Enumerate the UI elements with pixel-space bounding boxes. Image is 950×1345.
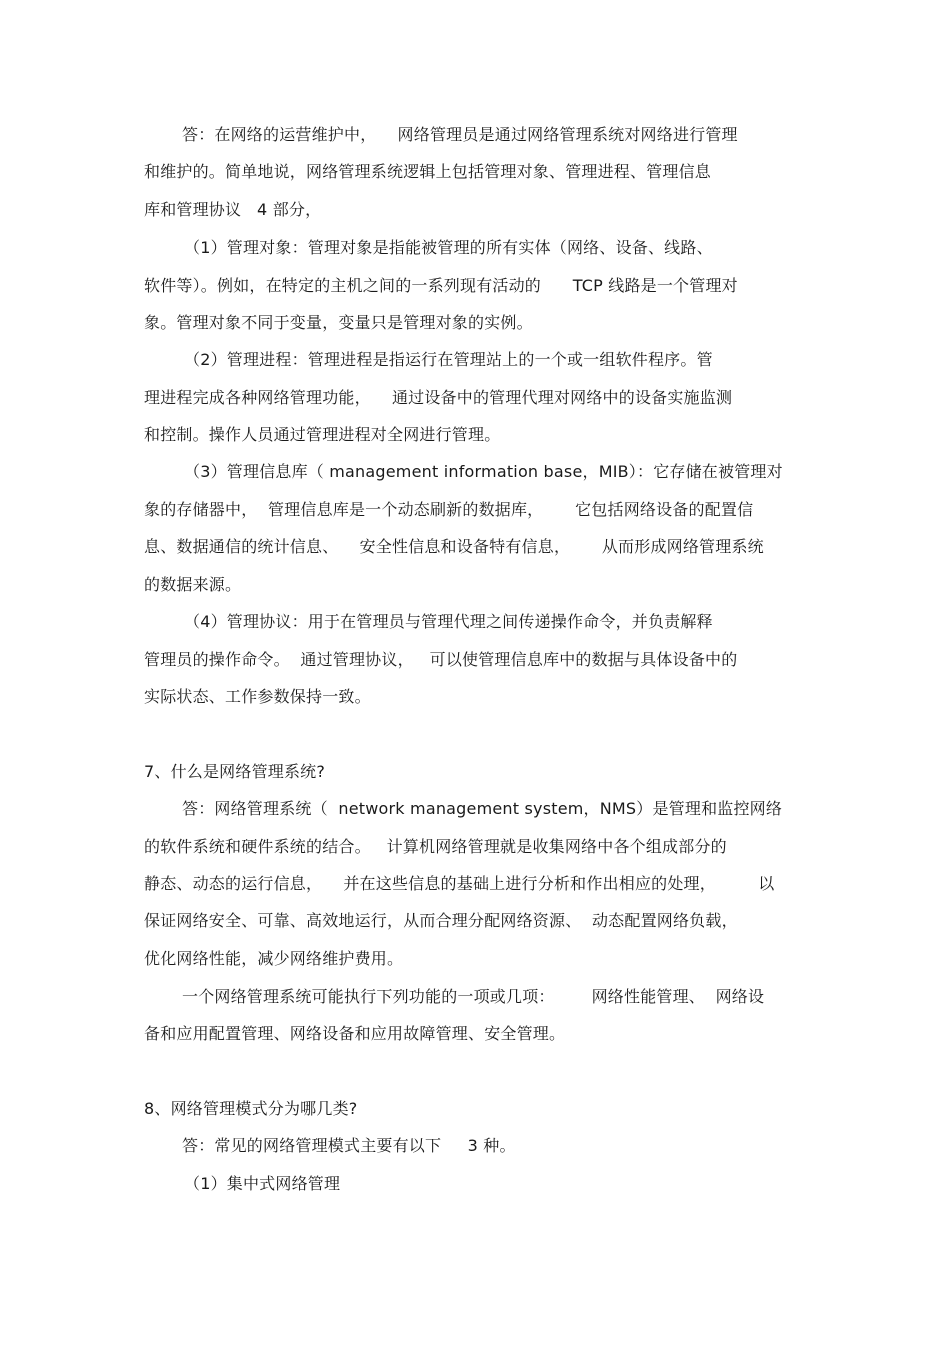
question8-answer: 答：常见的网络管理模式主要有以下 3 种。 [182,1136,516,1155]
answer6-item4-line-1: （4）管理协议：用于在管理员与管理代理之间传递操作命令，并负责解释 [184,612,713,631]
question7-para2-line-1: 一个网络管理系统可能执行下列功能的一项或几项： 网络性能管理、 网络设 [182,987,765,1006]
answer6-item1-line-1: （1）管理对象：管理对象是指能被管理的所有实体（网络、设备、线路、 [184,238,713,257]
question8-title: 8、网络管理模式分为哪几类? [144,1099,358,1118]
answer6-item3-line-2: 象的存储器中， 管理信息库是一个动态刷新的数据库， 它包括网络设备的配置信 [144,500,754,519]
answer6-item3-line-3: 息、数据通信的统计信息、 安全性信息和设备特有信息， 从而形成网络管理系统 [144,537,764,556]
question7-para2-line-2: 备和应用配置管理、网络设备和应用故障管理、安全管理。 [144,1024,566,1043]
answer6-item1-line-3: 象。管理对象不同于变量，变量只是管理对象的实例。 [144,313,533,332]
answer6-item3-line-4: 的数据来源。 [144,575,242,594]
question7-para1-line-2: 的软件系统和硬件系统的结合。 计算机网络管理就是收集网络中各个组成部分的 [144,837,727,856]
answer6-intro-line-2: 和维护的。简单地说，网络管理系统逻辑上包括管理对象、管理进程、管理信息 [144,162,712,181]
question7-title: 7、什么是网络管理系统? [144,762,326,781]
answer6-item1-line-2: 软件等）。例如，在特定的主机之间的一系列现有活动的 TCP 线路是一个管理对 [144,276,738,295]
question7-para1-line-1: 答：网络管理系统（ network management system，NMS）是管理和监控网络 [182,799,783,818]
answer6-item3-line-1: （3）管理信息库（ management information base，MIB）：它存储在被管理对 [184,462,783,481]
answer6-intro-line-1: 答：在网络的运营维护中， 网络管理员是通过网络管理系统对网络进行管理 [182,125,738,144]
answer6-intro-line-3: 库和管理协议 4 部分， [144,200,322,219]
question7-para1-line-3: 静态、动态的运行信息， 并在这些信息的基础上进行分析和作出相应的处理， 以 [144,874,775,893]
answer6-item4-line-2: 管理员的操作命令。 通过管理协议， 可以使管理信息库中的数据与具体设备中的 [144,650,738,669]
answer6-item2-line-1: （2）管理进程：管理进程是指运行在管理站上的一个或一组软件程序。管 [184,350,713,369]
question8-item1: （1）集中式网络管理 [184,1174,341,1193]
answer6-item2-line-2: 理进程完成各种网络管理功能， 通过设备中的管理代理对网络中的设备实施监测 [144,388,733,407]
question7-para1-line-5: 优化网络性能，减少网络维护费用。 [144,949,404,968]
answer6-item2-line-3: 和控制。操作人员通过管理进程对全网进行管理。 [144,425,501,444]
question7-para1-line-4: 保证网络安全、可靠、高效地运行，从而合理分配网络资源、 动态配置网络负载， [144,911,738,930]
answer6-item4-line-3: 实际状态、工作参数保持一致。 [144,687,371,706]
